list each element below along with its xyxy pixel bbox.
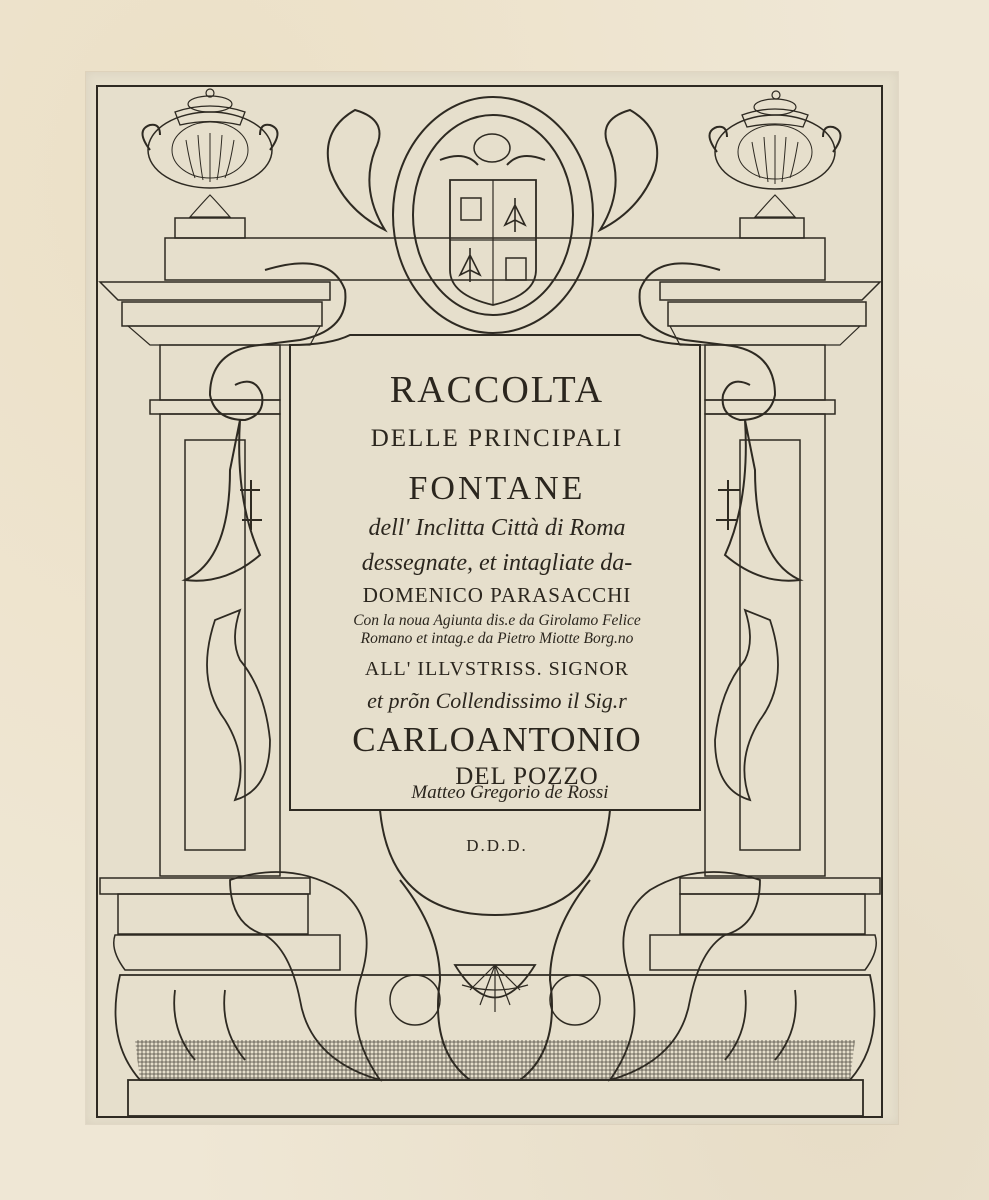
subtitle-dessegnate: dessegnate, et intagliate da- (361, 550, 633, 576)
pilaster-right (705, 345, 835, 876)
ddd-dedication: D.D.D. (466, 836, 528, 855)
title-raccolta: RACCOLTA (389, 369, 605, 411)
addition-note-line2: Romano et intag.e da Pietro Miotte Borg.no (360, 630, 634, 647)
author-name: DOMENICO PARASACCHI (362, 583, 632, 607)
leaf-right (715, 610, 778, 800)
dedicatee-name: CARLOANTONIO (352, 720, 642, 759)
urn-icon-right (710, 91, 841, 238)
subtitle-citta-di-roma: dell' Inclitta Città di Roma (368, 515, 626, 541)
pilaster-left (150, 345, 280, 876)
dedication-line: et prõn Collendissimo il Sig.r (367, 688, 627, 713)
leaf-left (207, 610, 270, 800)
title-line-delle-principali: DELLE PRINCIPALI (370, 425, 624, 452)
dedication-heading: ALL' ILLVSTRISS. SIGNOR (364, 658, 630, 680)
title-line-fontane: FONTANE (408, 470, 586, 507)
dedicatee-surname: DEL POZZO (455, 763, 599, 790)
urn-icon-left (143, 89, 278, 238)
publisher-name: Matteo Gregorio de Rossi (411, 782, 609, 803)
shell-icon (455, 965, 535, 1012)
coat-of-arms-icon (328, 97, 657, 333)
addition-note-line1: Con la noua Agiunta dis.e da Girolamo Felice (353, 612, 641, 629)
